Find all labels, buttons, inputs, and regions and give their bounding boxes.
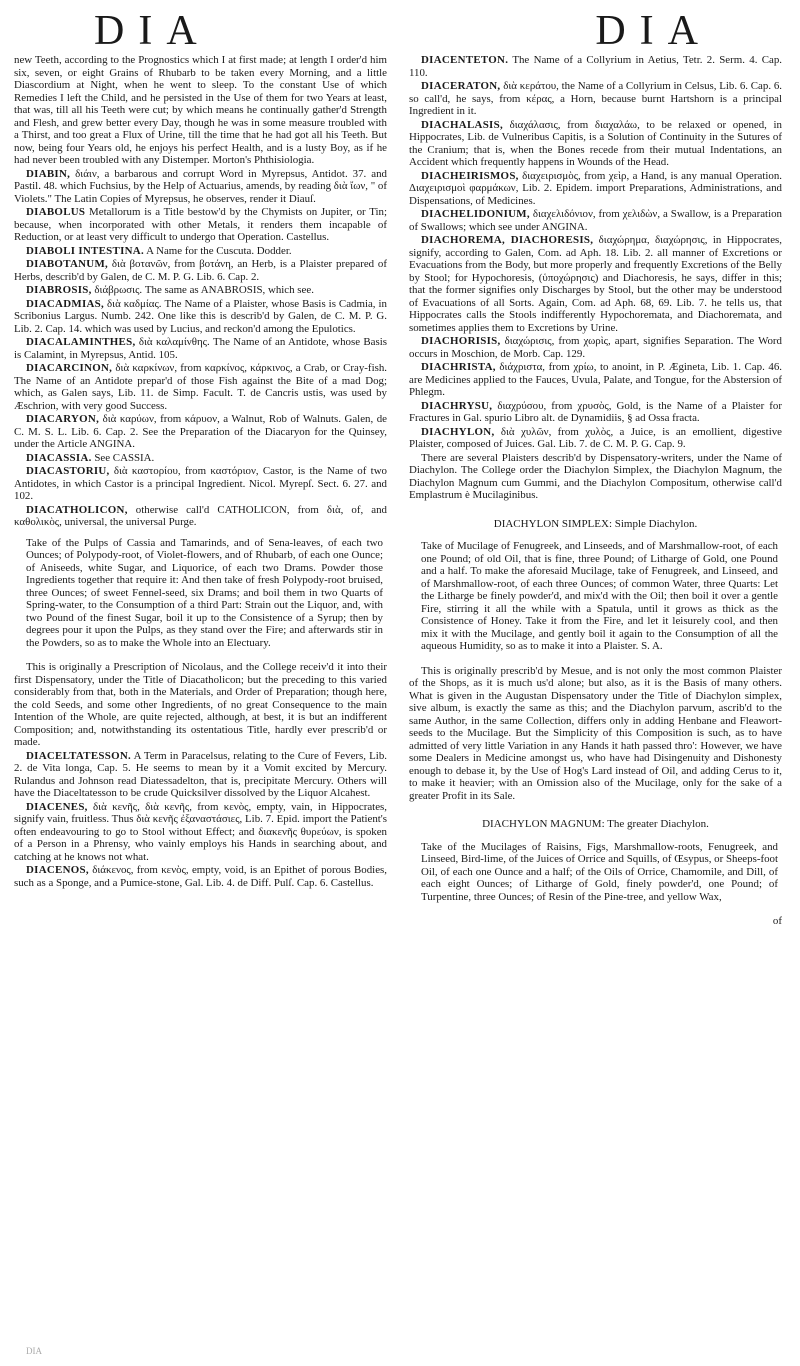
running-head-left: DIA [94,8,211,54]
entry-text: διὰ καρύων, from κάρυον, a Walnut, Rob of Walnuts. Galen, de C. M. S. L. Lib. 6. Cap. 2. See the Preparation of the Diacaryon for the Quinsey, under the Article ANGINA. [14,413,387,450]
dictionary-entry [14,206,387,244]
dictionary-entry [409,426,782,451]
dictionary-entry [14,452,387,465]
entry-text: διάχριστα, from χρίω, to anoint, in P. Ægineta, Lib. 1. Cap. 46. are Medicines applied to the Fauces, Uvula, Palate, and Tongue, for the Abstersion of Phlegm. [409,361,782,398]
entry-headword: DIABIN, [26,167,71,180]
dictionary-entry [14,504,387,529]
running-head [14,8,782,54]
entry-text: διὰ κενῆς, διὰ κενῆς, from κενὸς, empty, vain, in Hippocrates, signify vain, fruitless. Thus διὰ κενῆς ἐξαναστάσιες, Lib. 7. Epid. import the Patient's often endeavouring to go to Stool without Effect; and διακενῆς θυρεύων, is spoken of a Person in a Phrensy, who vainly employs his Hands in searching about, and catching at he knows not what. [14,800,387,863]
entry-text: διὰ βοτανῶν, from βοτάνη, an Herb, is a Plaister prepared of Herbs, describ'd by Galen, de C. M. P. G. Lib. 6. Cap. 2. [14,258,387,283]
dictionary-entry [409,119,782,169]
footer-mark: DIA [26,1346,42,1356]
entry-text: A Name for the Cuscuta. Dodder. [143,244,292,257]
left-column [14,54,387,929]
dictionary-entry [409,361,782,399]
entry-headword: DIACHOREMA, DIACHORESIS, [421,234,594,246]
dictionary-entry [409,335,782,360]
continued-text: new Teeth, according to the Prognostics which I at first made; at length I order'd him six, seven, or eight Grains of Rhubarb to be taken every Morning, and a little Diascordium at Night, when he went to sleep. To the constant Use of which Remedies I left the Child, and he persisted in the Use of them for two Years at least, that was, till all his Teeth were cut; by which means he continually gather'd Strength and Flesh, and grew better every Day, though he was in some measure troubled with a Thirst, and too great a Flux of Urine, till the time that he had got all his Teeth. But now, being four Years old, he enjoys his perfect Health, and is a lusty Boy, as if he had never been troubled with any Distemper. Morton's Phthisiologia. [14,54,387,166]
dictionary-entry [409,665,782,803]
entry-headword: DIACHRYSU, [421,399,493,412]
two-column-body [14,54,782,929]
entry-text: διαχελιδόνιον, from χελιδὼν, a Swallow, is a Preparation of Swallows; which see under ANGINA. [409,208,782,233]
entry-text: διαχώρισις, from χωρὶς, apart, signifies Separation. The Word occurs in Moschion, de Morb. Cap. 129. [409,335,782,360]
entry-headword: DIACHEIRISMOS, [421,169,519,182]
dictionary-entry [14,362,387,412]
dictionary-entry [409,54,782,79]
entry-headword: DIACASSIA. [26,451,92,464]
entry-text: διὰ καρκίνων, from καρκίνος, κάρκινος, a Crab, or Cray-fish. The Name of an Antidote prepar'd of those Fish against the Bite of a mad Dog; which, as Galen says, Lib. 11. de Simp. Facult. T. de Cancris ustis, was used by Æschrion, with very good Success. [14,362,387,412]
dictionary-entry [14,245,387,258]
entry-text: διὰ κεράτου, the Name of a Collyrium in Celsus, Lib. 6. Cap. 6. so call'd, he says, from κέρας, a Horn, because burnt Hartshorn is a principal Ingredient in it. [409,80,782,117]
entry-headword: DIACASTORIU, [26,465,110,477]
entry-headword: DIACELTATESSON. [26,749,132,762]
entry-text: διαχώρημα, διαχώρησις, in Hippocrates, signify, according to Galen, Com. ad Aph. 18. Lib. 2. all manner of Excretions or Evacuations from the Body, but more properly and frequently Excretions of the Belly by Stool; for Hypochoresis, (ὑποχώρησις) and Diachoresis, he says, differ in this; that the former signifies only Discharges by Stool, but the other may be understood of Evacuations of all Sorts. Again, Com. ad Aph. 68, 69. Lib. 7. he tells us, that Hippocrates calls the Stools indifferently Hypochoremata, and Diachoremata, and sometimes applies them to Excretions by Urine. [409,234,782,334]
entry-text: See CASSIA. [91,451,155,464]
entry-text: This is originally a Prescription of Nicolaus, and the College receiv'd it into their first Dispensatory, under the Title of Diacatholicon; but the preceding to this varied considerably from that, both in the Materials, and Order of Preparation; though here, the cold Seeds, and some other Ingredients, of no great Consequence to the main Intention of the Whole, are quite rejected, although, at best, it is but an indifferent Composition; and, notwithstanding its ostentatious Title, hardly ever prescrib'd or made. [14,661,387,748]
entry-headword: DIABOLI INTESTINA. [26,244,144,257]
entry-headword: DIACENTETON. [421,54,509,66]
dictionary-entry [14,465,387,503]
dictionary-entry [14,298,387,336]
recipe-block: Take of Mucilage of Fenugreek, and Linseeds, and of Marshmallow-root, of each one Pound; of old Oil, that is fine, three Pound; of Litharge of Gold, one Pound and a half. To make the aforesaid Mucilage, take of Fenugreek, and Linseed, and of Marshmallow-root, of each three Ounces; of common Water, three Quarts: Let the Litharge be finely powder'd, and mix'd with the Oil; then boil it over a gentle Fire, stirring it all the while with a Spatula, until it grows as thick as the Consistence of Honey. Take it from the Fire, and let it leisurely cool, and then mix it with the Mucilage, and gently boil it again to the Consumption of all the aqueous Humidity, so as to make it into a Plaister. S. A. [421,540,778,652]
entry-headword: DIACENES, [26,800,88,813]
entry-headword: DIACALAMINTHES, [26,336,136,348]
entry-text: There are several Plaisters describ'd by Dispensatory-writers, under the Name of Diachylon. The College order the Diachylon Simplex, the Diachylon Magnum, the Diachylon Magnum cum Gummi, and the Diachylon Compositum, otherwise call'd Emplastrum è Mucilaginibus. [409,451,782,501]
entry-headword: DIACHALASIS, [421,118,503,131]
entry-headword: DIACATHOLICON, [26,503,128,516]
entry-headword: DIACARYON, [26,413,100,425]
entry-headword: DIACHELIDONIUM, [421,208,530,220]
dictionary-entry [14,864,387,889]
entry-text: διάβρωσις. The same as ANABROSIS, which see. [91,284,314,296]
section-heading: DIACHYLON SIMPLEX: Simple Diachylon. [493,517,698,530]
dictionary-entry [409,208,782,233]
dictionary-entry [14,750,387,800]
entry-text: διὰ καστορίου, from καστόριον, Castor, is the Name of two Antidotes, in which Castor is a principal Ingredient. Nicol. Myrepſ. Sect. 6. 27. and 102. [14,465,387,502]
dictionary-entry [14,801,387,864]
entry-text: This is originally prescrib'd by Mesue, and is not only the most common Plaister of the Shops, as it is much us'd alone; but also, as it is the Basis of many others. What is given in the Augustan Dispensatory under the Title of Diachylon simplex, sive album, is exactly the same as this; and the Diachylon parvum, ascrib'd to the same Author, in the same Collection, differs only in adding Henbane and Fleawort-seeds to the Mucilage. But the Simplicity of this Composition is such, as to have admitted of very little Variation in any Hands it hath passed thro': However, we have some Dealers in Medicine amongst us, who have had Disingenuity and Dishonesty enough to debase it, by the Use of Hog's Lard instead of Oil, and adding Cerus to it, to make it heavier; with an Omission also of the Mucilage, only for the sake of a greater Profit in its Sale. [409,664,782,802]
running-head-right: DIA [595,8,712,54]
entry-text: διαχειρισμὸς, from χεὶρ, a Hand, is any manual Operation. Διαχειρισμοὶ φαρμάκων, Lib. 2. Epidem. import Preparations, Administrations, and Dispensations, of Medicines. [409,169,782,207]
dictionary-entry [409,452,782,502]
recipe-block: Take of the Mucilages of Raisins, Figs, Marshmallow-roots, Fenugreek, and Linseed, Bird-lime, of the Juices of Orrice and Squills, of Œsypus, or Sheeps-foot Oil, of each one Ounce and a half; of the Oils of Orrice, Chamomile, and Dill, of each eight Ounces; of Litharge of Gold, finely powder'd, one Pound; of Turpentine, three Ounces; of Resin of the Pine-tree, and yellow Wax, [421,840,778,903]
entry-headword: DIACHORISIS, [421,335,501,347]
entry-text: Metallorum is a Title bestow'd by the Chymists on Jupiter, or Tin; because, when incorporated with other Metals, it renders them incapable of Reduction, or at least very difficult to undergo that Operation. Castellus. [14,206,387,243]
entry-headword: DIACARCINON, [26,362,113,374]
entry-text: A Term in Paracelsus, relating to the Cure of Fevers, Lib. 2. de Vita longa, Cap. 5. He seems to mean by it a Vomit excited by Mercury. Rulandus and Johnson read Diatessadelton, that is, precipitate Mercury. Others will have the Diaceltatesson to be crude Quicksilver dissolved by the Liquor Alcahest. [14,749,387,799]
entry-text: διὰ καλαμίνθης. The Name of an Antidote, whose Basis is Calamint, in Myrepsus, Antid. 105. [14,336,387,361]
dictionary-entry [14,336,387,361]
catchword: of [772,915,782,927]
dictionary-entry [409,234,782,334]
section-heading: DIACHYLON MAGNUM: The greater Diachylon. [482,818,709,830]
dictionary-entry [409,80,782,118]
dictionary-entry [409,170,782,208]
entry-text: διὰ χυλῶν, from χυλὸς, a Juice, is an emollient, digestive Plaister, composed of Juices. Gal. Lib. 7. de C. M. P. G. Cap. 9. [409,425,782,450]
dictionary-entry [409,400,782,425]
entry-headword: DIABOLUS [26,206,86,218]
right-column [409,54,782,929]
entry-headword: DIABROSIS, [26,284,92,296]
dictionary-entry [14,661,387,749]
dictionary-entry [14,168,387,206]
entry-text: διάιν, a barbarous and corrupt Word in Myrepsus, Antidot. 37. and Pastil. 48. which Fuchsius, by the Help of Actuarius, amends, by reading διὰ ἴων, " of Violets." The Latin Copies of Myrepsus, he observes, render it Diauſ. [14,167,387,205]
entry-headword: DIACERATON, [421,80,501,92]
entry-text: διαχρύσου, from χρυσὸς, Gold, is the Name of a Plaister for Fractures in Gal. spurio Libro alt. de Dynamidiis, § ad Ossa fracta. [409,399,782,424]
entry-headword: DIACADMIAS, [26,297,105,310]
entry-headword: DIACHRISTA, [421,361,496,373]
entry-text: διάκενος, from κενὸς, empty, void, is an Epithet of porous Bodies, such as a Sponge, and a Pumice-stone, Gal. Lib. 4. de Diff. Pulſ. Cap. 6. Castellus. [14,864,387,889]
entry-text: διὰ καδμίας. The Name of a Plaister, whose Basis is Cadmia, in Scribonius Largus. Numb. 242. One like this is describ'd by Galen, de C. M. P. G. Lib. 2. Cap. 14. which was used by Lucius, and reckon'd among the Epulotics. [14,297,387,335]
entry-headword: DIACENOS, [26,864,89,876]
entry-headword: DIACHYLON, [421,425,495,438]
entry-text: The Name of a Collyrium in Aetius, Tetr. 2. Serm. 4. Cap. 110. [409,54,782,79]
dictionary-entry [14,258,387,283]
entry-headword: DIABOTANUM, [26,258,109,270]
recipe-block: Take of the Pulps of Cassia and Tamarinds, and of Sena-leaves, of each two Ounces; of Polypody-root, of Violet-flowers, and of Rhubarb, of each one Ounce; of Aniseeds, white Sugar, and Liquorice, of each two Drams. Powder those Ingredients together that require it: And then take of fresh Polypody-root bruised, three Ounces; of sweet Fennel-seed, six Drams; and boil them in two Quarts of Spring-water, to the Consumption of a third Part: Strain out the Liquor, and, with two Pound of the finest Sugar, boil it up to the Consistence of a Syrup; then by degrees pour it upon the Pulps, as they stand over the Fire; and afterwards stir in the Powders, so as to make the Whole into an Electuary. [26,536,383,649]
dictionary-entry [14,284,387,297]
entry-text: διαχάλασις, from διαχαλάω, to be relaxed or opened, in Hippocrates, Lib. de Vulneribus Capitis, is a Solution of Continuity in the Sutures of the Cranium; that is, when the Bones recede from their mutual Indentations, an Accident which frequently happens in Wounds of the Head. [409,118,782,168]
dictionary-entry [14,413,387,451]
entry-text: otherwise call'd CATHOLICON, from διὰ, of, and καθολικὸς, universal, the universal Purge. [14,503,387,528]
